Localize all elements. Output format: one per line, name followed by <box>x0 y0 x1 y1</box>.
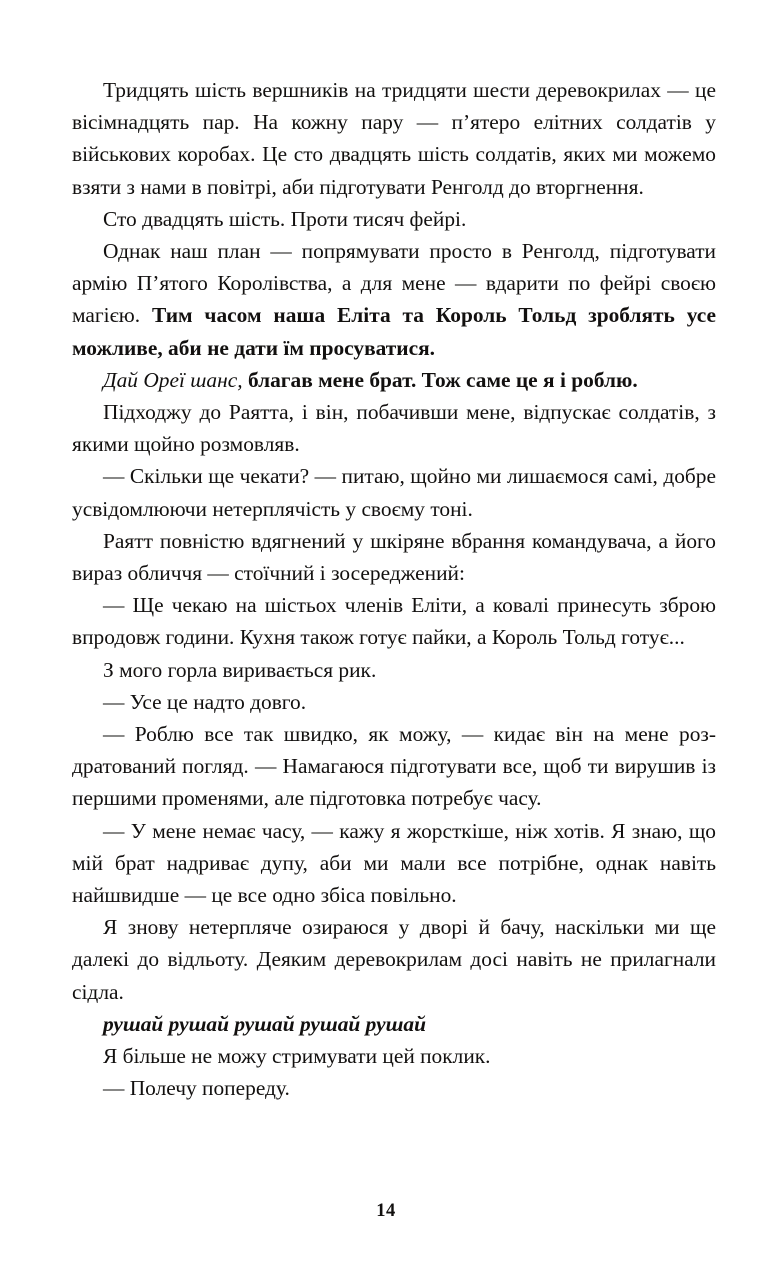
paragraph <box>72 1072 716 1104</box>
paragraph <box>72 364 716 396</box>
italic-run: рушай рушай рушай рушай рушай <box>103 1011 426 1036</box>
bold-italic-run <box>103 1012 426 1036</box>
paragraph <box>72 74 716 203</box>
paragraph <box>72 589 716 653</box>
text-run: — Ще чекаю на шістьох членів Еліти, а ковалі принесуть зброю впродовж години. Кухня також готує пайки, а Король Тольд готує... <box>72 593 716 650</box>
text-run: — Усе це надто довго. <box>103 689 307 714</box>
text-run: Сто двадцять шість. Проти тисяч фейрі. <box>103 206 467 231</box>
text-run: Я знову нетерпляче озираюся у дворі й бачу, наскільки ми ще далекі до відльоту. Деяким деревокрилам досі навіть не прилагнали сідла. <box>72 915 716 1004</box>
text-run: Я більше не можу стримувати цей поклик. <box>103 1044 491 1069</box>
page-body <box>72 74 716 1105</box>
paragraph <box>72 654 716 686</box>
italic-run: Дай Ореї шанс, <box>103 367 243 392</box>
text-run: — Скільки ще чекати? — питаю, щойно ми лишаємося самі, добре усвідомлюючи нетерплячість у своєму тоні. <box>72 464 716 521</box>
paragraph <box>72 686 716 718</box>
paragraph <box>72 203 716 235</box>
bold-run: Тим часом наша Еліта та Король Тольд зроблять усе можливе, аби не дати їм просуватися. <box>72 303 716 360</box>
text-run: З мого горла виривається рик. <box>103 657 377 682</box>
text-run: — Роблю все так швидко, як можу, — кидає він на мене роздратований погляд. — Намагаюся підготувати все, щоб ти вирушив із першими променями, але підготовка потребує часу. <box>72 722 716 811</box>
paragraph <box>72 1008 716 1040</box>
text-run: Раятт повністю вдягнений у шкіряне вбрання командувача, а його вираз обличчя — стоїчний і зосереджений: <box>72 528 716 586</box>
paragraph <box>72 525 716 589</box>
text-run: Однак наш план — попрямувати просто в Ренголд, підготувати армію П’ятого Королівства, а для мене — вдарити по фейрі своєю магією. <box>72 239 716 328</box>
bold-run: благав мене брат. Тож саме це я і роблю. <box>247 367 638 392</box>
paragraph <box>72 396 716 460</box>
text-run: Тридцять шість вершників на тридцяти шести деревокрилах — це вісімнадцять пар. На кожну пару — п’ятеро елітних солдатів у військових коробах. Це сто двадцять шість солдатів, яких ми можемо взяти з нами в повітрі, аби підготувати Ренголд до вторгнення. <box>72 78 716 199</box>
paragraph <box>72 911 716 1008</box>
paragraph <box>72 460 716 524</box>
text-run: Підходжу до Раятта, і він, побачивши мене, відпускає солдатів, з якими щойно розмовляв. <box>72 400 716 457</box>
page-number: 14 <box>376 1201 396 1221</box>
text-run: — У мене немає часу, — кажу я жорсткіше, ніж хотів. Я знаю, що мій брат надриває дупу, аби ми мали все потрібне, однак навіть найшвидше — це все одно збіса повільно. <box>72 818 716 908</box>
paragraph <box>72 1040 716 1072</box>
paragraph <box>72 235 716 364</box>
paragraph <box>72 718 716 815</box>
text-run: — Полечу попереду. <box>103 1076 290 1101</box>
paragraph <box>72 815 716 912</box>
